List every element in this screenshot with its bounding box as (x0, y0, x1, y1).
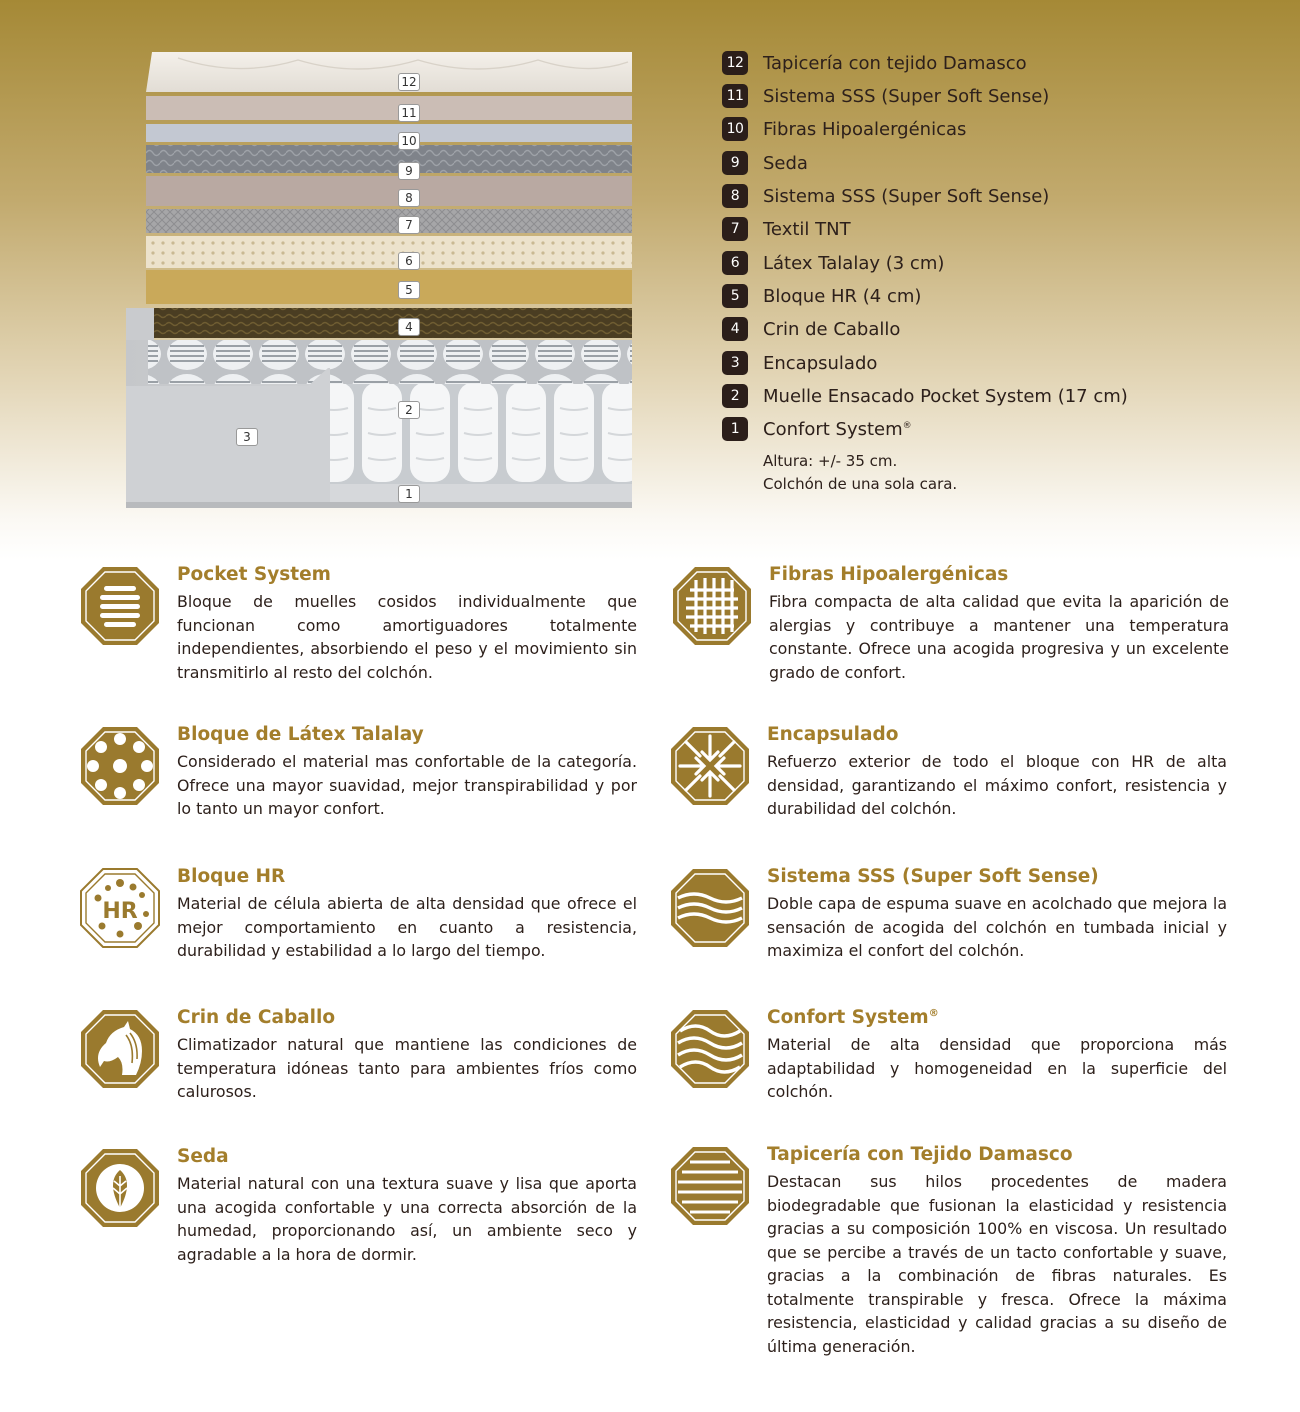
legend-item-10 (722, 116, 966, 142)
legend-item-8 (722, 183, 1049, 209)
feature-title: Seda (177, 1146, 229, 1167)
feature-description: Considerado el material mas confortable de la categoría. Ofrece una mayor suavidad, mejor transpirabilidad y por lo tanto un mayor confort. (177, 752, 637, 818)
legend-text: Seda (763, 152, 808, 174)
layer-11-label: 11 (398, 104, 420, 122)
feature-description: Material de alta densidad que proporciona más adaptabilidad y homogeneidad en la superficie del colchón. (767, 1035, 1227, 1101)
hr-foam-icon (80, 868, 160, 948)
stripes-fabric-icon (670, 1146, 750, 1226)
legend-number-badge: 6 (722, 251, 748, 275)
legend-number-badge: 12 (722, 51, 748, 75)
legend-number-badge: 5 (722, 284, 748, 308)
legend-number-badge: 8 (722, 184, 748, 208)
compress-arrows-icon (670, 726, 750, 806)
wavy-layers-icon (670, 1009, 750, 1089)
layer-4-label: 4 (398, 318, 420, 336)
layer-8-label: 8 (398, 189, 420, 207)
legend-item-2 (722, 383, 1128, 409)
legend-text: Confort System® (763, 418, 912, 440)
feature-title: Bloque de Látex Talalay (177, 724, 424, 745)
legend-text: Textil TNT (763, 218, 851, 240)
legend-number-badge: 9 (722, 151, 748, 175)
soft-waves-icon (670, 868, 750, 948)
feature-title: Bloque HR (177, 866, 286, 887)
layer-12-label: 12 (398, 73, 420, 91)
legend-text: Látex Talalay (3 cm) (763, 252, 945, 274)
legend-item-9 (722, 150, 808, 176)
feature-description: Destacan sus hilos procedentes de madera biodegradable que fusionan la elasticidad y resistencia gracias a su composición 100% en viscosa. Un resultado que se percibe a través de un tacto confortable y suave, gracias a la combinación de fibras naturales. Es totalmente transpirable y fresca. Ofrece la máxima resistencia, elasticidad y calidad gracias a su diseño de última generación. (767, 1172, 1227, 1356)
spring-coil-icon (80, 566, 160, 646)
layer-2-label: 2 (398, 401, 420, 419)
layer-7-label: 7 (398, 216, 420, 234)
layer-5-label: 5 (398, 281, 420, 299)
single-face-note: Colchón de una sola cara. (763, 475, 958, 493)
feature-title: Pocket System (177, 564, 331, 585)
legend-text: Muelle Ensacado Pocket System (17 cm) (763, 385, 1128, 407)
legend-number-badge: 11 (722, 84, 748, 108)
layer-1-label: 1 (398, 485, 420, 503)
layer-9-label: 9 (398, 162, 420, 180)
legend-number-badge: 1 (722, 417, 748, 441)
feature-title: Tapicería con Tejido Damasco (767, 1144, 1073, 1165)
legend-text: Bloque HR (4 cm) (763, 285, 922, 307)
height-note: Altura: +/- 35 cm. (763, 452, 898, 470)
feature-description: Material de célula abierta de alta densidad que ofrece el mejor comportamiento en cuanto a resistencia, durabilidad y estabilidad a lo largo del tiempo. (177, 894, 637, 960)
feature-description: Bloque de muelles cosidos individualmente que funcionan como amortiguadores totalmente independientes, absorbiendo el peso y el movimiento sin transmitirlo al resto del colchón. (177, 592, 637, 682)
leaf-icon (80, 1148, 160, 1228)
layer-6-label: 6 (398, 252, 420, 270)
legend-item-12 (722, 50, 1027, 76)
legend-text: Fibras Hipoalergénicas (763, 118, 967, 140)
feature-description: Material natural con una textura suave y lisa que aporta una acogida confortable y una correcta absorción de la humedad, proporcionando así, un ambiente seco y agradable a la hora de dormir. (177, 1174, 637, 1264)
hr-icon-text: HR (102, 899, 138, 924)
legend-item-4 (722, 316, 900, 342)
feature-title: Encapsulado (767, 724, 899, 745)
legend-item-6 (722, 250, 944, 276)
mattress-layers-illustration (118, 48, 634, 513)
horse-head-icon (80, 1009, 160, 1089)
grid-fiber-icon (672, 566, 752, 646)
legend-item-7 (722, 216, 851, 242)
feature-description: Doble capa de espuma suave en acolchado que mejora la sensación de acogida del colchón en tumbada inicial y maximiza el confort del colchón. (767, 894, 1227, 960)
legend-text: Crin de Caballo (763, 318, 901, 340)
legend-number-badge: 10 (722, 117, 748, 141)
feature-description: Climatizador natural que mantiene las condiciones de temperatura idóneas tanto para ambientes fríos como calurosos. (177, 1035, 637, 1101)
layer-10-label: 10 (398, 132, 420, 150)
layer-3-label: 3 (236, 428, 258, 446)
feature-description: Refuerzo exterior de todo el bloque con HR de alta densidad, garantizando el máximo confort, resistencia y durabilidad del colchón. (767, 752, 1227, 818)
feature-title: Crin de Caballo (177, 1007, 336, 1028)
feature-title: Sistema SSS (Super Soft Sense) (767, 866, 1099, 887)
legend-text: Sistema SSS (Super Soft Sense) (763, 185, 1050, 207)
feature-title: Confort System® (767, 1007, 939, 1028)
legend-number-badge: 3 (722, 351, 748, 375)
legend-number-badge: 4 (722, 317, 748, 341)
legend-item-1 (722, 416, 912, 442)
legend-text: Tapicería con tejido Damasco (763, 52, 1027, 74)
legend-item-5 (722, 283, 921, 309)
feature-title: Fibras Hipoalergénicas (769, 564, 1009, 585)
legend-text: Sistema SSS (Super Soft Sense) (763, 85, 1050, 107)
latex-dots-icon (80, 726, 160, 806)
legend-number-badge: 7 (722, 217, 748, 241)
legend-text: Encapsulado (763, 352, 878, 374)
legend-number-badge: 2 (722, 384, 748, 408)
legend-item-11 (722, 83, 1049, 109)
legend-item-3 (722, 350, 877, 376)
feature-description: Fibra compacta de alta calidad que evita la aparición de alergias y contribuye a mantener una temperatura constante. Ofrece una acogida progresiva y un excelente grado de confort. (769, 592, 1229, 682)
